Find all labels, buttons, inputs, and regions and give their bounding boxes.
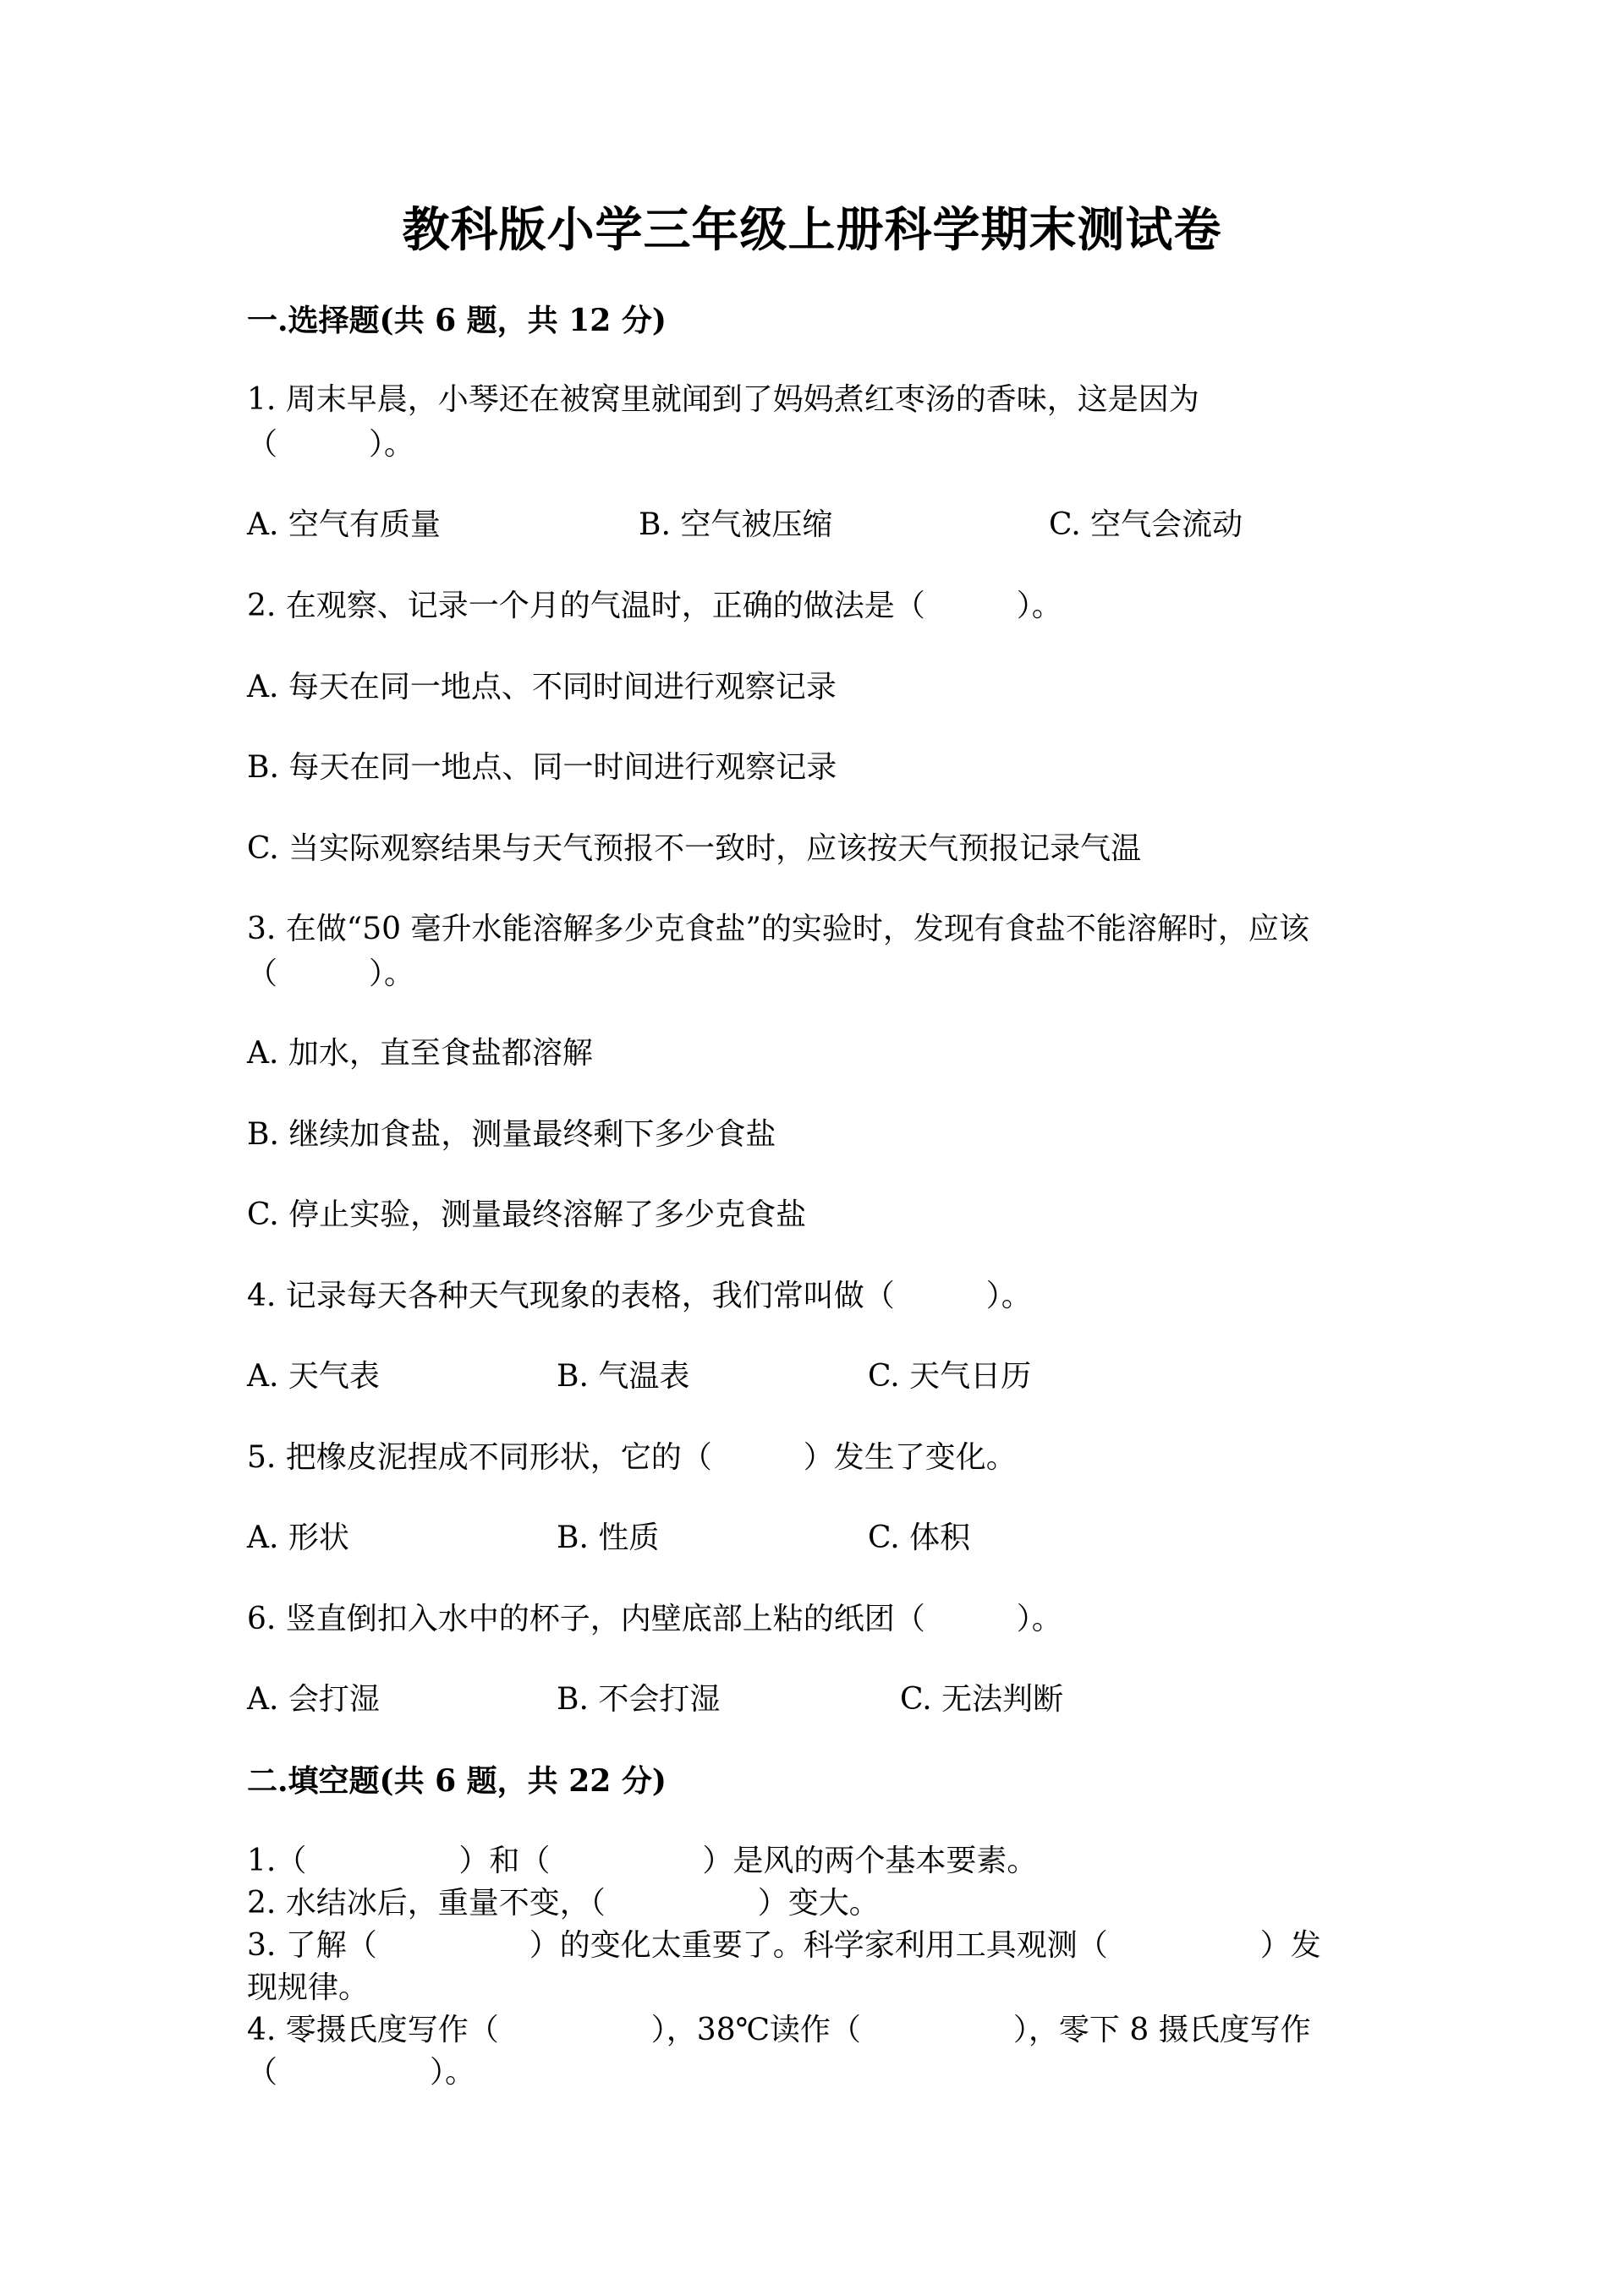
question-4-option-c: C. 天气日历 <box>868 1359 1032 1394</box>
question-4-option-a: A. 天气表 <box>247 1359 380 1394</box>
fill-question-4-cont: （ ）。 <box>247 2055 476 2090</box>
question-4-text: 4. 记录每天各种天气现象的表格，我们常叫做（ ）。 <box>247 1279 1032 1313</box>
fill-question-3-cont: 现规律。 <box>247 1970 370 2005</box>
question-3-text-cont: （ ）。 <box>247 956 415 991</box>
page-title: 教科版小学三年级上册科学期末测试卷 <box>402 202 1222 258</box>
question-1-option-a: A. 空气有质量 <box>247 507 441 542</box>
question-1-text: 1. 周末早晨，小琴还在被窝里就闻到了妈妈煮红枣汤的香味，这是因为 <box>247 382 1199 417</box>
question-6-text: 6. 竖直倒扣入水中的杯子，内壁底部上粘的纸团（ ）。 <box>247 1602 1062 1636</box>
section-heading-fill-blank: 二.填空题(共 6 题，共 22 分) <box>247 1763 667 1799</box>
section-heading-choice: 一.选择题(共 6 题，共 12 分) <box>247 303 667 338</box>
question-1-text-cont: （ ）。 <box>247 427 415 462</box>
fill-question-2: 2. 水结冰后，重量不变，（ ）变大。 <box>247 1886 880 1921</box>
question-1-option-b: B. 空气被压缩 <box>639 507 833 542</box>
question-6-option-c: C. 无法判断 <box>900 1682 1064 1717</box>
question-5-text: 5. 把橡皮泥捏成不同形状，它的（ ）发生了变化。 <box>247 1440 1017 1475</box>
question-3-option-a: A. 加水，直至食盐都溶解 <box>247 1036 593 1071</box>
question-4-option-b: B. 气温表 <box>557 1359 690 1394</box>
fill-question-1: 1.（ ）和（ ）是风的两个基本要素。 <box>247 1844 1038 1878</box>
question-3-option-c: C. 停止实验，测量最终溶解了多少克食盐 <box>247 1197 807 1232</box>
question-2-option-a: A. 每天在同一地点、不同时间进行观察记录 <box>247 670 837 704</box>
fill-question-3: 3. 了解（ ）的变化太重要了。科学家利用工具观测（ ）发 <box>247 1928 1321 1963</box>
question-3-text: 3. 在做“50 毫升水能溶解多少克食盐”的实验时，发现有食盐不能溶解时，应该 <box>247 912 1309 946</box>
question-5-option-c: C. 体积 <box>868 1521 971 1555</box>
question-6-option-a: A. 会打湿 <box>247 1682 380 1717</box>
question-5-option-a: A. 形状 <box>247 1521 349 1555</box>
question-6-option-b: B. 不会打湿 <box>557 1682 721 1717</box>
fill-question-4: 4. 零摄氏度写作（ ），38℃读作（ ），零下 8 摄氏度写作 <box>247 2013 1311 2047</box>
question-2-text: 2. 在观察、记录一个月的气温时，正确的做法是（ ）。 <box>247 589 1062 623</box>
question-2-option-b: B. 每天在同一地点、同一时间进行观察记录 <box>247 750 837 785</box>
question-1-option-c: C. 空气会流动 <box>1049 507 1243 542</box>
question-5-option-b: B. 性质 <box>557 1521 660 1555</box>
question-3-option-b: B. 继续加食盐，测量最终剩下多少食盐 <box>247 1117 776 1152</box>
question-2-option-c: C. 当实际观察结果与天气预报不一致时，应该按天气预报记录气温 <box>247 831 1142 866</box>
